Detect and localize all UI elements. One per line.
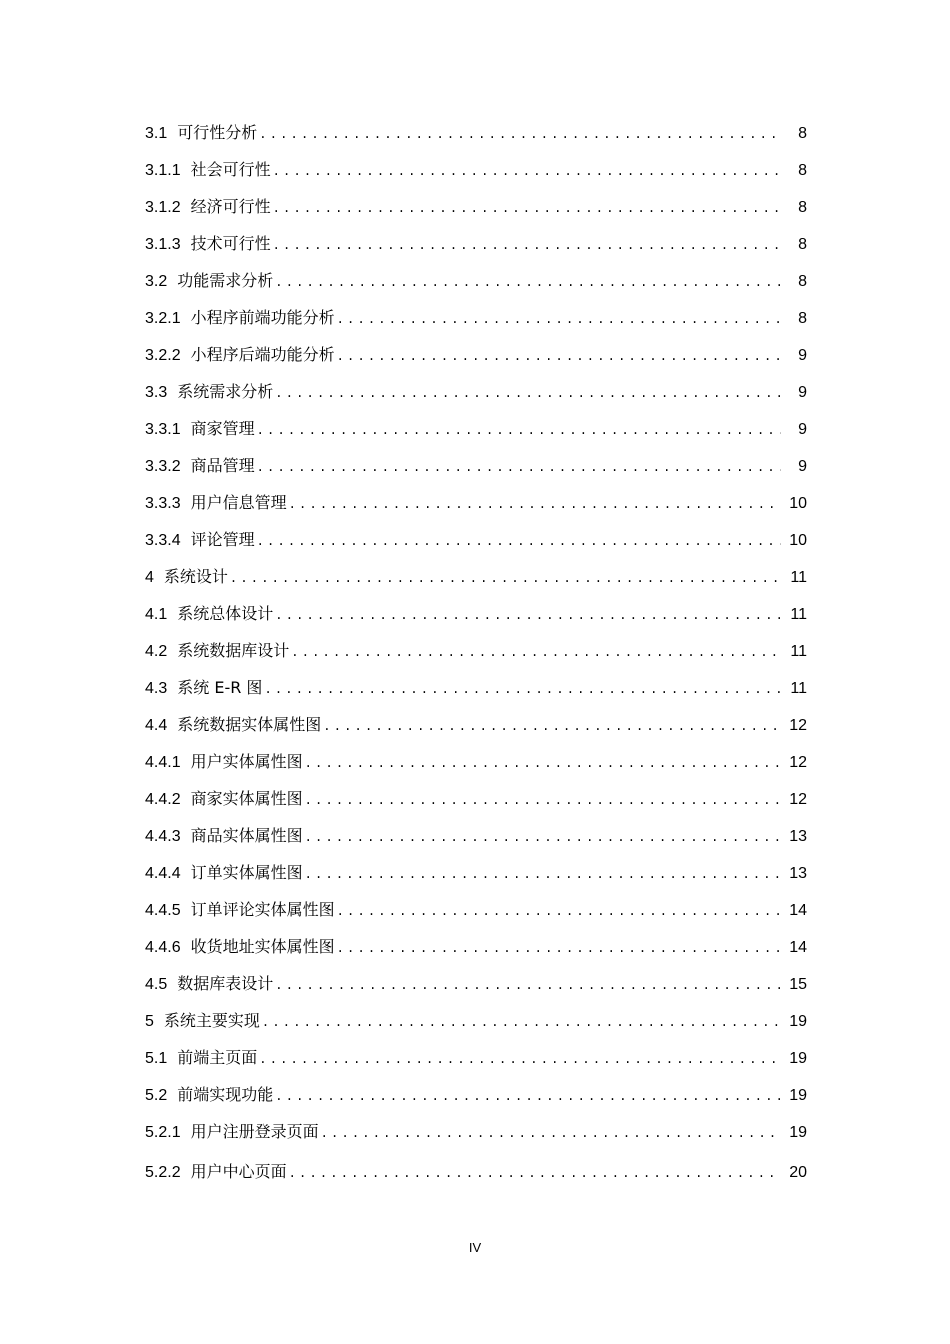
toc-entry-title: 社会可行性 xyxy=(190,160,271,179)
toc-entry[interactable] xyxy=(145,1002,807,1039)
toc-entry-number: 4.5 xyxy=(145,976,168,993)
toc-entry[interactable] xyxy=(145,1153,807,1190)
toc-entry-number: 3.2.2 xyxy=(145,347,181,364)
toc-entry[interactable] xyxy=(145,299,807,336)
toc-entry-page: 19 xyxy=(789,1050,807,1067)
dot-leader xyxy=(337,893,781,930)
toc-entry[interactable] xyxy=(145,1076,807,1113)
toc-entry[interactable] xyxy=(145,928,807,965)
toc-entry-number: 3.2 xyxy=(145,273,168,290)
toc-entry-title: 订单实体属性图 xyxy=(190,863,303,882)
toc-entry-page: 13 xyxy=(789,828,807,845)
dot-leader xyxy=(337,301,781,338)
toc-entry-page: 12 xyxy=(789,791,807,808)
dot-leader xyxy=(273,190,781,227)
dot-leader xyxy=(291,634,781,671)
dot-leader xyxy=(275,375,781,412)
toc-entry-title: 系统数据实体属性图 xyxy=(177,715,322,734)
toc-entry-number: 5.2.1 xyxy=(145,1124,181,1141)
dot-leader xyxy=(289,1155,781,1192)
dot-leader xyxy=(275,967,781,1004)
dot-leader xyxy=(259,1041,781,1078)
toc-entry-page: 14 xyxy=(789,939,807,956)
toc-entry-title: 用户注册登录页面 xyxy=(190,1122,319,1141)
toc-entry-title: 用户信息管理 xyxy=(190,493,287,512)
toc-entry-title: 系统 E-R 图 xyxy=(177,678,263,697)
toc-entry-page: 19 xyxy=(789,1087,807,1104)
toc-entry-number: 4.4.2 xyxy=(145,791,181,808)
toc-entry-title: 商家实体属性图 xyxy=(190,789,303,808)
toc-entry[interactable] xyxy=(145,595,807,632)
toc-entry-number: 3.1.1 xyxy=(145,162,181,179)
toc-entry-number: 5 xyxy=(145,1013,154,1030)
toc-entry-number: 4.4.3 xyxy=(145,828,181,845)
toc-entry-number: 3.3 xyxy=(145,384,168,401)
toc-entry-number: 3.1.3 xyxy=(145,236,181,253)
dot-leader xyxy=(259,116,781,153)
toc-entry-number: 4.3 xyxy=(145,680,168,697)
toc-entry[interactable] xyxy=(145,1113,807,1150)
toc-entry-number: 4.4.6 xyxy=(145,939,181,956)
toc-entry-page: 12 xyxy=(789,717,807,734)
toc-entry-page: 19 xyxy=(789,1124,807,1141)
toc-entry-number: 4.4.4 xyxy=(145,865,181,882)
toc-entry-page: 10 xyxy=(789,495,807,512)
toc-entry-page: 9 xyxy=(798,347,807,364)
toc-entry-page: 11 xyxy=(790,569,807,586)
toc-entry-page: 9 xyxy=(798,421,807,438)
toc-entry-page: 11 xyxy=(790,643,807,660)
toc-entry-page: 8 xyxy=(798,125,807,142)
dot-leader xyxy=(305,782,781,819)
toc-entry-number: 3.3.2 xyxy=(145,458,181,475)
toc-entry[interactable] xyxy=(145,965,807,1002)
toc-entry-page: 8 xyxy=(798,236,807,253)
toc-entry[interactable] xyxy=(145,373,807,410)
toc-entry-page: 9 xyxy=(798,384,807,401)
toc-entry[interactable] xyxy=(145,114,807,151)
toc-entry-title: 小程序前端功能分析 xyxy=(190,308,335,327)
toc-entry-page: 19 xyxy=(789,1013,807,1030)
dot-leader xyxy=(262,1004,781,1041)
toc-entry-page: 10 xyxy=(789,532,807,549)
toc-entry-page: 15 xyxy=(789,976,807,993)
page-number: IV xyxy=(468,1240,482,1255)
toc-entry-title: 功能需求分析 xyxy=(177,271,274,290)
toc-entry[interactable] xyxy=(145,743,807,780)
toc-entry-page: 8 xyxy=(798,199,807,216)
toc-entry-title: 系统总体设计 xyxy=(177,604,274,623)
toc-entry-page: 11 xyxy=(790,606,807,623)
dot-leader xyxy=(305,856,781,893)
toc-entry-title: 用户中心页面 xyxy=(190,1162,287,1181)
toc-entry-title: 技术可行性 xyxy=(190,234,271,253)
dot-leader xyxy=(230,560,781,597)
toc-entry[interactable] xyxy=(145,669,807,706)
dot-leader xyxy=(323,708,781,745)
dot-leader xyxy=(337,930,781,967)
toc-entry-number: 5.2.2 xyxy=(145,1164,181,1181)
toc-entry[interactable] xyxy=(145,854,807,891)
dot-leader xyxy=(257,523,781,560)
toc-entry[interactable] xyxy=(145,632,807,669)
toc-entry-title: 经济可行性 xyxy=(190,197,271,216)
toc-entry-page: 12 xyxy=(789,754,807,771)
toc-entry-number: 4.2 xyxy=(145,643,168,660)
toc-entry-number: 3.1 xyxy=(145,125,168,142)
dot-leader xyxy=(275,1078,781,1115)
toc-entry[interactable] xyxy=(145,521,807,558)
toc-entry-title: 评论管理 xyxy=(190,530,255,549)
toc-entry-title: 收货地址实体属性图 xyxy=(190,937,335,956)
toc-entry-number: 3.3.1 xyxy=(145,421,181,438)
dot-leader xyxy=(275,597,781,634)
dot-leader xyxy=(337,338,781,375)
toc-entry-title: 用户实体属性图 xyxy=(190,752,303,771)
toc-entry-page: 14 xyxy=(789,902,807,919)
toc-entry-page: 9 xyxy=(798,458,807,475)
toc-entry-title: 数据库表设计 xyxy=(177,974,274,993)
dot-leader xyxy=(273,227,781,264)
toc-entry-number: 3.2.1 xyxy=(145,310,181,327)
toc-entry[interactable] xyxy=(145,151,807,188)
toc-entry-title: 前端主页面 xyxy=(177,1048,258,1067)
toc-entry-number: 4 xyxy=(145,569,154,586)
toc-entry[interactable] xyxy=(145,1039,807,1076)
toc-entry-title: 可行性分析 xyxy=(177,123,258,142)
dot-leader xyxy=(289,486,781,523)
toc-entry-title: 商品管理 xyxy=(190,456,255,475)
dot-leader xyxy=(264,671,781,708)
dot-leader xyxy=(257,412,781,449)
toc-entry[interactable] xyxy=(145,262,807,299)
toc-entry-number: 3.3.4 xyxy=(145,532,181,549)
toc-entry[interactable] xyxy=(145,225,807,262)
dot-leader xyxy=(257,449,781,486)
toc-entry-title: 系统数据库设计 xyxy=(177,641,290,660)
toc-entry-page: 8 xyxy=(798,310,807,327)
toc-entry[interactable] xyxy=(145,558,807,595)
toc-entry[interactable] xyxy=(145,410,807,447)
table-of-contents xyxy=(145,114,807,1190)
toc-entry-title: 商品实体属性图 xyxy=(190,826,303,845)
dot-leader xyxy=(305,745,781,782)
toc-entry-page: 13 xyxy=(789,865,807,882)
toc-entry-number: 4.4.5 xyxy=(145,902,181,919)
toc-entry[interactable] xyxy=(145,817,807,854)
toc-entry-title: 订单评论实体属性图 xyxy=(190,900,335,919)
toc-entry-title: 系统需求分析 xyxy=(177,382,274,401)
toc-entry-number: 4.4.1 xyxy=(145,754,181,771)
toc-entry[interactable] xyxy=(145,891,807,928)
toc-entry-title: 前端实现功能 xyxy=(177,1085,274,1104)
toc-entry-title: 小程序后端功能分析 xyxy=(190,345,335,364)
toc-entry-number: 3.1.2 xyxy=(145,199,181,216)
dot-leader xyxy=(273,153,781,190)
toc-entry-number: 4.1 xyxy=(145,606,168,623)
toc-entry[interactable] xyxy=(145,780,807,817)
toc-entry-number: 5.2 xyxy=(145,1087,168,1104)
toc-entry-page: 8 xyxy=(798,273,807,290)
toc-entry-page: 8 xyxy=(798,162,807,179)
toc-entry-title: 系统主要实现 xyxy=(163,1011,260,1030)
toc-entry-title: 系统设计 xyxy=(163,567,228,586)
toc-entry-number: 5.1 xyxy=(145,1050,168,1067)
toc-entry-page: 20 xyxy=(789,1164,807,1181)
toc-entry-number: 4.4 xyxy=(145,717,168,734)
toc-entry-number: 3.3.3 xyxy=(145,495,181,512)
toc-entry-title: 商家管理 xyxy=(190,419,255,438)
dot-leader xyxy=(321,1115,781,1152)
toc-entry[interactable] xyxy=(145,188,807,225)
dot-leader xyxy=(275,264,781,301)
toc-entry[interactable] xyxy=(145,484,807,521)
toc-entry[interactable] xyxy=(145,336,807,373)
dot-leader xyxy=(305,819,781,856)
toc-entry[interactable] xyxy=(145,706,807,743)
toc-entry-page: 11 xyxy=(790,680,807,697)
toc-entry[interactable] xyxy=(145,447,807,484)
